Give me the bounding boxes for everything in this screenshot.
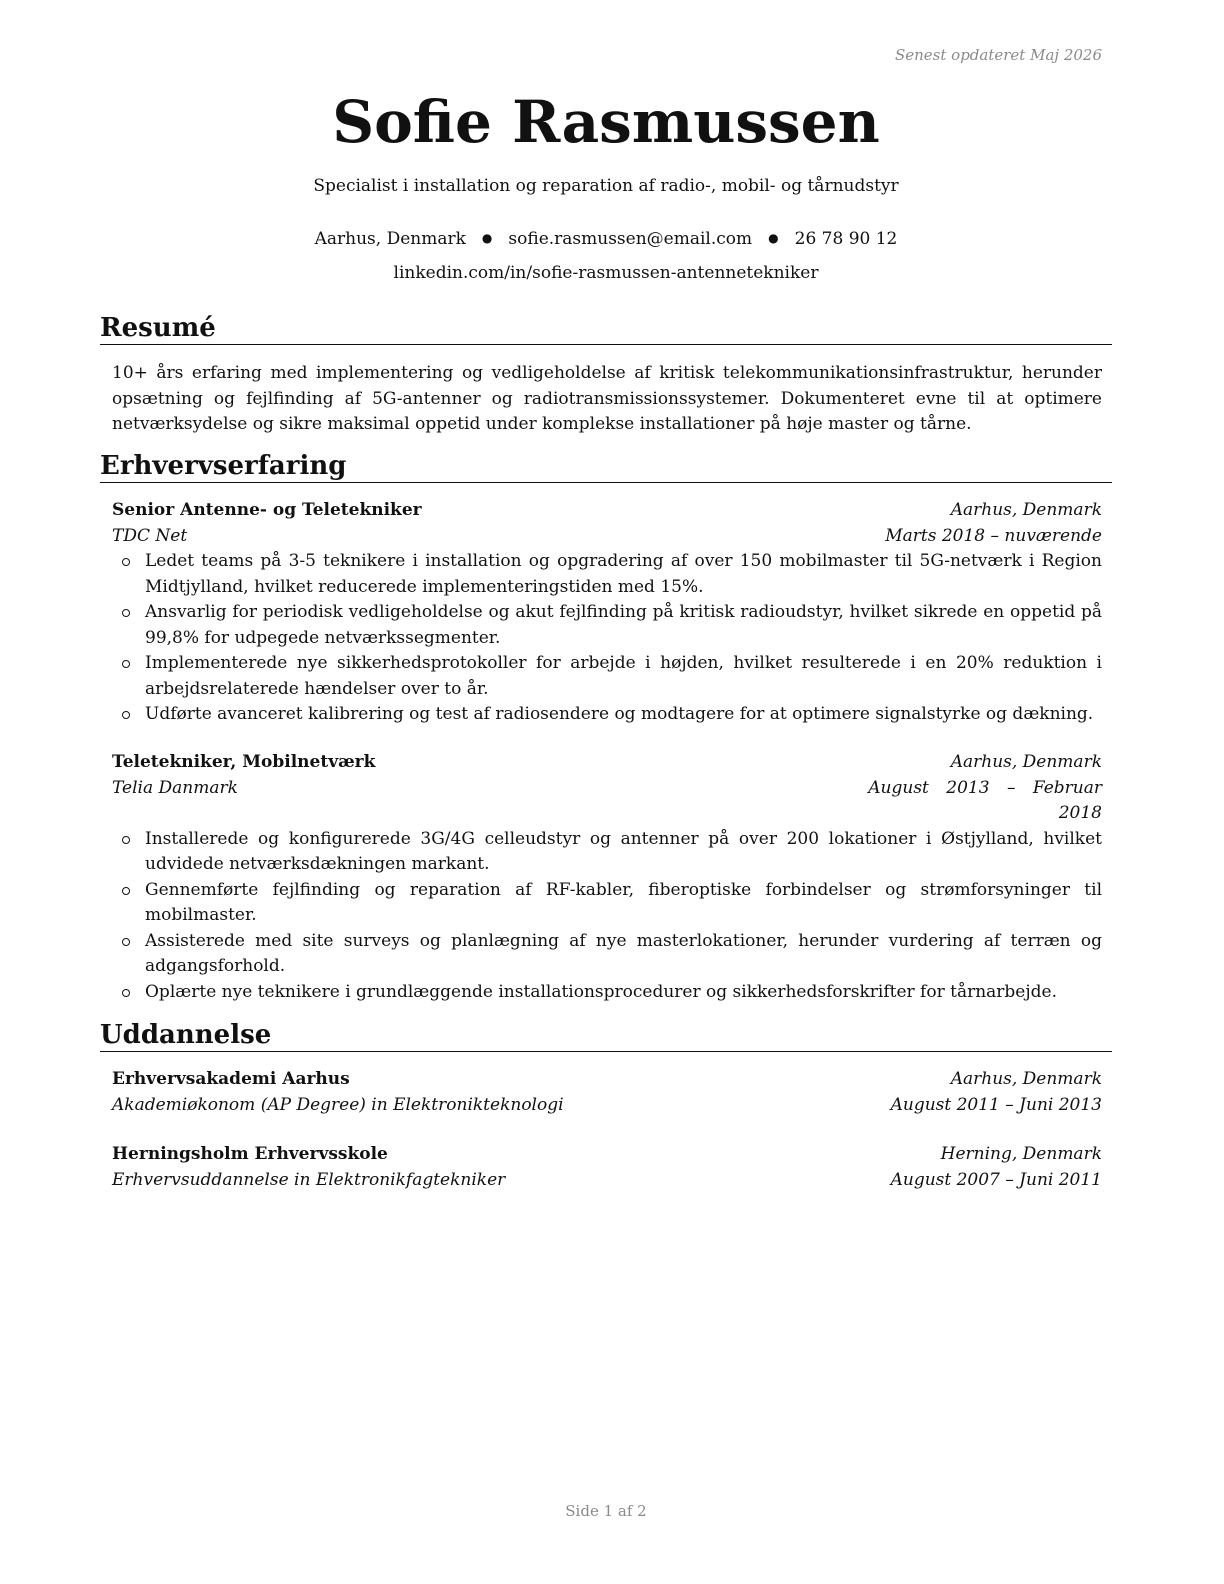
bullet-separator-icon: ● xyxy=(481,231,493,245)
section-title-summary: Resumé xyxy=(100,312,1112,345)
circle-bullet-icon xyxy=(122,558,130,566)
degree-name: Erhvervsuddannelse in Elektronikfagtekniker xyxy=(112,1169,506,1190)
job-title: Senior Antenne- og Teletekniker xyxy=(112,500,422,520)
circle-bullet-icon xyxy=(122,836,130,844)
job-title: Teletekniker, Mobilnetværk xyxy=(112,752,376,772)
bullet-separator-icon: ● xyxy=(768,231,779,245)
list-item: Oplærte nye teknikere i grundlæggende installationsprocedurer og sikkerhedsforskrifter for tårnarbejde. xyxy=(112,980,1102,1006)
job-bullets xyxy=(112,827,1102,1006)
contact-phone: 26 78 90 12 xyxy=(794,229,898,249)
school-name: Herningsholm Erhvervsskole xyxy=(112,1144,388,1164)
candidate-name: Sofie Rasmussen xyxy=(332,88,880,156)
job-location: Aarhus, Denmark xyxy=(950,752,1102,772)
list-item: Implementerede nye sikkerhedsprotokoller for arbejde i højden, hvilket resulterede i en 20% reduktion i arbejdsrelaterede hændelser over to år. xyxy=(112,651,1102,702)
job-company: Telia Danmark xyxy=(112,777,238,798)
experience-entry xyxy=(112,498,1102,728)
job-location: Aarhus, Denmark xyxy=(950,500,1102,520)
contact-email[interactable]: sofie.rasmussen@email.com xyxy=(508,229,753,249)
circle-bullet-icon xyxy=(122,609,130,617)
job-dates: Marts 2018 – nuværende xyxy=(885,525,1102,546)
section-title-experience: Erhvervserfaring xyxy=(100,450,1112,483)
circle-bullet-icon xyxy=(122,989,130,997)
school-location: Aarhus, Denmark xyxy=(950,1069,1102,1089)
resume-page xyxy=(100,0,1112,1584)
experience-entry xyxy=(112,750,1102,1005)
list-item: Ansvarlig for periodisk vedligeholdelse og akut fejlfinding på kritisk radioudstyr, hvilket sikrede en oppetid på 99,8% for udpegede netværkssegmenter. xyxy=(112,600,1102,651)
education-entry xyxy=(112,1067,1102,1118)
education-entry xyxy=(112,1142,1102,1193)
contact-line xyxy=(100,229,1112,249)
candidate-headline: Specialist i installation og reparation af radio-, mobil- og tårnudstyr xyxy=(313,176,899,196)
contact-location: Aarhus, Denmark xyxy=(314,229,466,249)
summary-text: 10+ års erfaring med implementering og vedligeholdelse af kritisk telekommunikationsinfrastruktur, herunder opsætning og fejlfinding af 5G-antenner og radiotransmissionssystemer. Dokumenteret evne til at optimere netværksydelse og sikre maksimal oppetid under komplekse installationer på høje master og tårne. xyxy=(112,363,1102,434)
list-item: Installerede og konfigurerede 3G/4G celleudstyr og antenner på over 200 lokationer i Østjylland, hvilket udvidede netværksdækningen markant. xyxy=(112,827,1102,878)
page-number: Side 1 af 2 xyxy=(565,1502,647,1520)
last-updated: Senest opdateret Maj 2026 xyxy=(894,46,1102,64)
section-title-education: Uddannelse xyxy=(100,1019,1112,1052)
job-company: TDC Net xyxy=(112,525,188,546)
education-dates: August 2007 – Juni 2011 xyxy=(890,1169,1102,1190)
circle-bullet-icon xyxy=(122,660,130,668)
school-name: Erhvervsakademi Aarhus xyxy=(112,1069,350,1089)
list-item: Assisterede med site surveys og planlægning af nye masterlokationer, herunder vurdering af terræn og adgangsforhold. xyxy=(112,929,1102,980)
circle-bullet-icon xyxy=(122,938,130,946)
list-item: Udførte avanceret kalibrering og test af radiosendere og modtagere for at optimere signalstyrke og dækning. xyxy=(112,702,1102,728)
job-dates: August 2013 – Februar xyxy=(868,777,1102,798)
circle-bullet-icon xyxy=(122,711,130,719)
job-dates-continued: 2018 xyxy=(1058,803,1102,823)
list-item: Ledet teams på 3-5 teknikere i installation og opgradering af over 150 mobilmaster til 5G-netværk i Region Midtjylland, hvilket reducerede implementeringstiden med 15%. xyxy=(112,549,1102,600)
school-location: Herning, Denmark xyxy=(940,1144,1102,1164)
education-dates: August 2011 – Juni 2013 xyxy=(890,1094,1102,1115)
degree-name: Akademiøkonom (AP Degree) in Elektronikteknologi xyxy=(112,1094,564,1115)
contact-linkedin[interactable]: linkedin.com/in/sofie-rasmussen-antennetekniker xyxy=(393,263,819,283)
list-item: Gennemførte fejlfinding og reparation af RF-kabler, fiberoptiske forbindelser og strømforsyninger til mobilmaster. xyxy=(112,878,1102,929)
job-bullets xyxy=(112,549,1102,728)
circle-bullet-icon xyxy=(122,887,130,895)
